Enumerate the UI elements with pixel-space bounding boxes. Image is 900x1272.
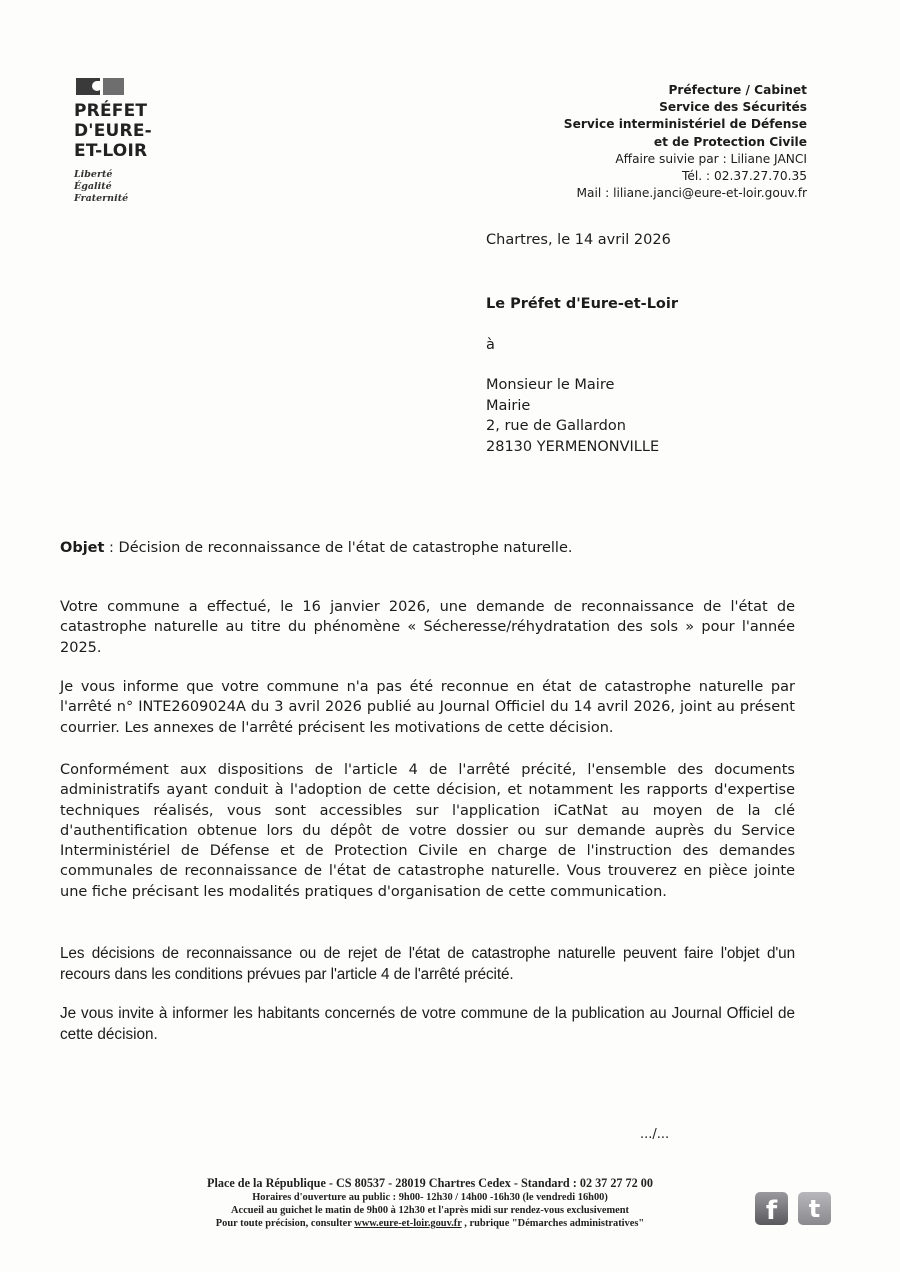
paragraph-inform-residents: Je vous invite à informer les habitants concernés de votre commune de la publication au Journal Officiel de cette décision. [60,1005,795,1043]
service-line: Service des Sécurités [659,100,807,115]
letter-from: Le Préfet d'Eure-et-Loir [486,296,679,312]
footer-address: Place de la République - CS 80537 - 28019 Chartres Cedex - Standard : 02 37 27 72 00 [207,1176,653,1190]
logo-title-line: ET-LOIR [74,141,148,161]
case-handler: Affaire suivie par : Liliane JANCI [615,151,807,166]
footer-website-suffix: , rubrique "Démarches administratives" [461,1218,645,1229]
address-line: 2, rue de Gallardon [486,418,626,434]
motto-egalite: Égalité [74,181,112,192]
subject-label: Objet [60,540,105,556]
recipient-address [486,375,678,457]
service-line: Préfecture / Cabinet [668,83,807,97]
footer-website-prefix: Pour toute précision, consulter [215,1218,355,1229]
letter-date: Chartres, le 14 avril 2026 [486,232,671,248]
paragraph-appeal: Les décisions de reconnaissance ou de rejet de l'état de catastrophe naturelle peuvent faire l'objet d'un recours dans les conditions prévues par l'article 4 de l'arrêté précité. [60,945,795,983]
paragraph-documents-access: Conformément aux dispositions de l'article 4 de l'arrêté précité, l'ensemble des documents administratifs ayant conduit à l'adoption de cette décision, et notamment les rapports d'expertise techniques réalisés, vous sont accessibles sur l'application iCatNat au moyen de la clé d'authentification obtenue lors du dépôt de votre dossier ou sur demande auprès du Service Interministériel de Défense et de Protection Civile en charge de l'instruction des demandes communales de reconnaissance de l'état de catastrophe naturelle. Vous trouverez en pièce jointe une fiche précisant les modalités pratiques d'organisation de cette communication. [60,762,795,900]
motto-liberte: Liberté [74,169,113,180]
social-icons [755,1192,831,1225]
service-line: Service interministériel de Défense [563,117,807,132]
to-word: à [486,336,495,353]
footer-reception: Accueil au guichet le matin de 9h00 à 12h30 et l'après midi sur rendez-vous exclusivement [231,1205,629,1216]
sender-block [564,82,807,202]
sender-phone: Tél. : 02.37.27.70.35 [681,169,807,184]
sender-email[interactable]: Mail : liliane.janci@eure-et-loir.gouv.fr [576,186,807,201]
twitter-icon[interactable]: t [798,1192,831,1225]
footer-hours: Horaires d'ouverture au public : 9h00- 12h30 / 14h00 -16h30 (le vendredi 16h00) [252,1192,608,1203]
continuation-mark: .../... [640,1127,670,1142]
republic-motto [74,169,184,205]
address-line: 28130 YERMENONVILLE [486,438,660,455]
letter-footer [160,1176,700,1230]
website-link[interactable]: www.eure-et-loir.gouv.fr [354,1218,462,1229]
footer-website-line [160,1217,700,1230]
recipient-block [486,294,678,457]
subject-text: : Décision de reconnaissance de l'état de catastrophe naturelle. [104,540,573,556]
prefecture-logo [74,78,184,205]
address-line: Monsieur le Maire [486,377,615,393]
marianne-emblem-icon [76,78,184,95]
logo-title-line: D'EURE- [74,121,152,141]
paragraph-request: Votre commune a effectué, le 16 janvier 2026, une demande de reconnaissance de l'état de catastrophe naturelle au titre du phénomène « Sécheresse/réhydratation des sols » pour l'année 2025. [60,599,795,656]
service-line: et de Protection Civile [653,134,807,149]
letter-subject [60,538,795,558]
paragraph-decision: Je vous informe que votre commune n'a pas été reconnue en état de catastrophe naturelle par l'arrêté n° INTE2609024A du 3 avril 2026 publié au Journal Officiel du 14 avril 2026, joint au présent courrier. Les annexes de l'arrêté précisent les motivations de cette décision. [60,679,795,736]
motto-fraternite: Fraternité [74,193,129,204]
logo-title-line: PRÉFET [74,101,148,121]
facebook-icon[interactable]: f [755,1192,788,1225]
address-line: Mairie [486,397,531,414]
